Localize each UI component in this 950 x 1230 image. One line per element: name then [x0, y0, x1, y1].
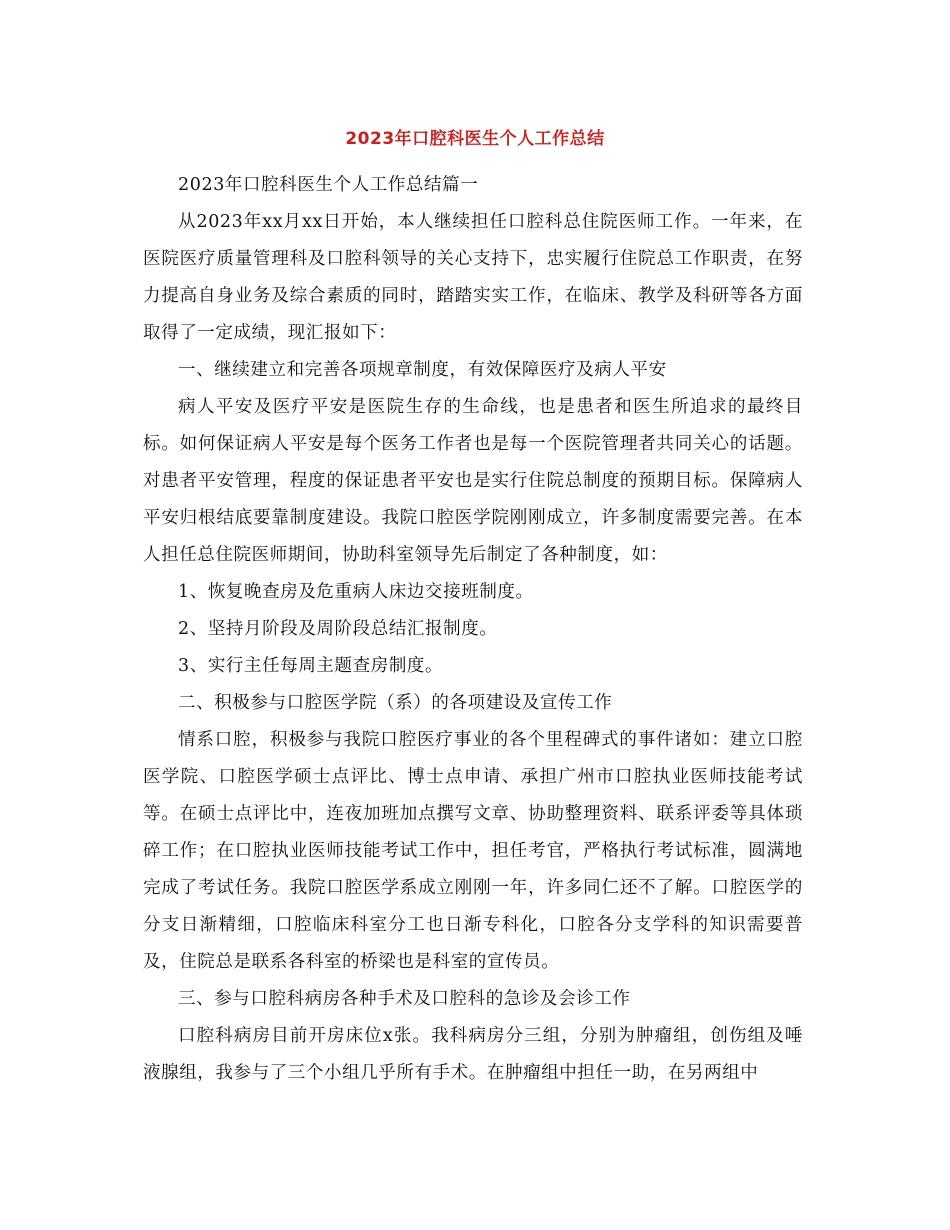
body-paragraph: 情系口腔，积极参与我院口腔医疗事业的各个里程碑式的事件诸如：建立口腔医学院、口腔医学硕士点评比、博士点申请、承担广州市口腔执业医师技能考试等。在硕士点评比中，连夜加班加点撰写文章、协助整理资料、联系评委等具体琐碎工作；在口腔执业医师技能考试工作中，担任考官，严格执行考试标准，圆满地完成了考试任务。我院口腔医学系成立刚刚一年，许多同仁还不了解。口腔医学的分支日渐精细，口腔临床科室分工也日渐专科化，口腔各分支学科的知识需要普及，住院总是联系各科室的桥梁也是科室的宣传员。 [143, 730, 803, 972]
intro-paragraph: 从2023年xx月xx日开始，本人继续担任口腔科总住院医师工作。一年来，在医院医疗质量管理科及口腔科领导的关心支持下，忠实履行住院总工作职责，在努力提高自身业务及综合素质的同时，踏踏实实工作，在临床、教学及科研等各方面取得了一定成绩，现汇报如下： [143, 212, 803, 343]
section-heading: 一、继续建立和完善各项规章制度，有效保障医疗及病人平安 [178, 360, 667, 380]
section-heading: 二、积极参与口腔医学院（系）的各项建设及宣传工作 [178, 693, 613, 713]
body-paragraph: 口腔科病房目前开房床位x张。我科病房分三组，分别为肿瘤组，创伤组及唾液腺组，我参与了三个小组几乎所有手术。在肿瘤组中担任一助，在另两组中 [143, 1026, 803, 1083]
list-item: 2、坚持月阶段及周阶段总结汇报制度。 [178, 619, 498, 639]
list-item: 1、恢复晚查房及危重病人床边交接班制度。 [178, 582, 534, 602]
list-item: 3、实行主任每周主题查房制度。 [178, 656, 444, 676]
body-paragraph: 病人平安及医疗平安是医院生存的生命线，也是患者和医生所追求的最终目标。如何保证病人平安是每个医务工作者也是每一个医院管理者共同关心的话题。对患者平安管理，程度的保证患者平安也是实行住院总制度的预期目标。保障病人平安归根结底要靠制度建设。我院口腔医学院刚刚成立，许多制度需要完善。在本人担任总住院医师期间，协助科室领导先后制定了各种制度，如： [143, 397, 803, 565]
document-title: 2023年口腔科医生个人工作总结 [345, 129, 605, 149]
document-body [143, 167, 803, 1092]
section-heading: 2023年口腔科医生个人工作总结篇一 [178, 175, 479, 195]
section-heading: 三、参与口腔科病房各种手术及口腔科的急诊及会诊工作 [178, 989, 631, 1009]
